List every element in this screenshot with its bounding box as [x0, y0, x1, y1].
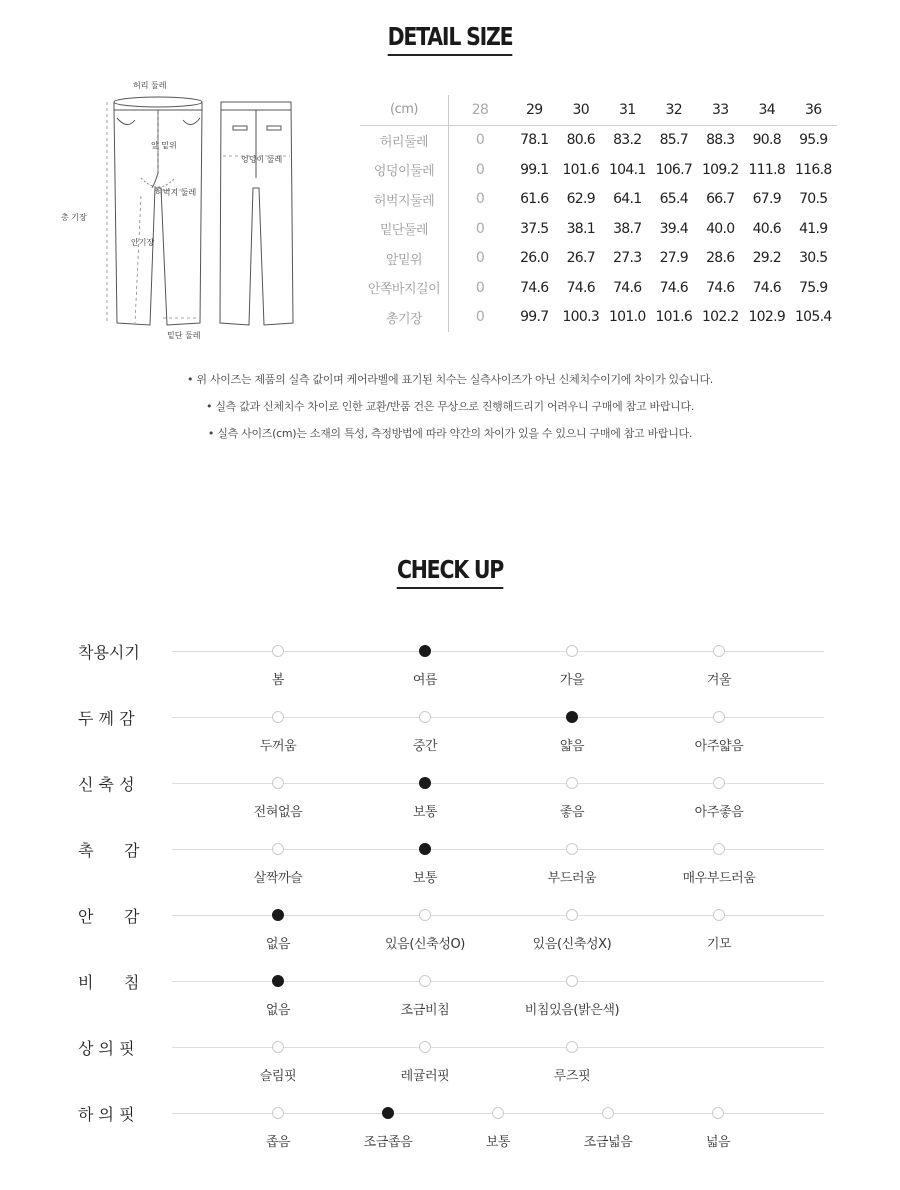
check-up-label: 상 의 핏	[78, 1039, 135, 1058]
size-cell: 74.6	[613, 279, 642, 296]
size-cell: 0	[475, 250, 485, 267]
size-row	[360, 155, 837, 185]
size-cell: 62.9	[566, 191, 595, 208]
note-3: • 실측 사이즈(cm)는 소재의 특성, 측정방법에 따라 약간의 차이가 있을 수 있으니 구매에 참고 바랍니다.	[207, 427, 693, 440]
size-cell: 78.1	[511, 125, 558, 155]
check-up-label: 안 감	[78, 907, 140, 926]
check-up-option: 레귤러핏	[400, 1069, 450, 1084]
check-up-option: 겨울	[706, 673, 732, 688]
check-up-option: 전혀없음	[253, 805, 303, 820]
size-cell: 88.3	[697, 125, 744, 155]
size-cell: 26.0	[520, 250, 549, 267]
option-dot	[272, 711, 284, 723]
size-row-label: 허벅지둘레	[360, 185, 449, 215]
option-dot	[566, 843, 578, 855]
size-header: 36	[805, 101, 822, 118]
check-up-option: 중간	[412, 739, 438, 754]
size-cell: 74.6	[566, 279, 595, 296]
size-cell: 28.6	[706, 250, 735, 267]
size-row	[360, 185, 837, 215]
size-row-label: 앞밑위	[360, 244, 449, 274]
size-header: 30	[572, 101, 589, 118]
size-cell: 64.1	[613, 191, 642, 208]
option-dot	[272, 843, 284, 855]
option-dot	[713, 777, 725, 789]
size-cell: 0	[475, 191, 485, 208]
size-row-label: 엉덩이둘레	[360, 155, 449, 185]
check-up-option: 보통	[412, 871, 438, 886]
option-dot	[272, 645, 284, 657]
size-cell: 26.7	[566, 250, 595, 267]
size-cell: 0	[475, 220, 485, 237]
check-up-option: 좋음	[559, 805, 585, 820]
size-cell: 102.2	[701, 309, 739, 326]
size-cell: 116.8	[794, 161, 832, 178]
label-inseam: 안기장	[131, 238, 155, 247]
check-up-label: 두 께 감	[78, 709, 135, 728]
size-cell: 27.3	[613, 250, 642, 267]
size-header: 32	[665, 101, 682, 118]
selected-dot	[272, 909, 284, 921]
check-up-option: 비침있음(밝은색)	[524, 1003, 620, 1018]
check-up-title	[81, 555, 819, 589]
size-header-row	[360, 95, 837, 125]
size-cell: 95.9	[790, 125, 837, 155]
check-up-track	[172, 783, 824, 784]
selected-dot	[419, 777, 431, 789]
size-cell: 74.6	[706, 279, 735, 296]
label-thigh: 허벅지 둘레	[155, 188, 197, 197]
size-row	[360, 125, 837, 155]
check-up-track	[172, 915, 824, 916]
size-cell: 39.4	[659, 220, 688, 237]
option-dot	[419, 909, 431, 921]
option-dot	[712, 1107, 724, 1119]
size-cell: 40.6	[752, 220, 781, 237]
size-cell: 85.7	[651, 125, 698, 155]
option-dot	[713, 645, 725, 657]
check-up-option: 가을	[559, 673, 585, 688]
check-up-track	[172, 651, 824, 652]
check-up-label: 비 침	[78, 973, 140, 992]
option-dot	[419, 975, 431, 987]
size-cell: 100.3	[562, 309, 600, 326]
size-cell: 102.9	[748, 309, 786, 326]
size-row	[360, 303, 837, 333]
check-up-label: 신 축 성	[78, 775, 135, 794]
option-dot	[602, 1107, 614, 1119]
check-up-option: 아주좋음	[694, 805, 744, 820]
size-cell: 74.6	[520, 279, 549, 296]
option-dot	[713, 909, 725, 921]
unit-header: (cm)	[360, 95, 449, 125]
size-cell: 0	[475, 279, 485, 296]
option-dot	[566, 1041, 578, 1053]
option-dot	[566, 645, 578, 657]
size-table	[360, 95, 837, 332]
size-header: 28	[471, 101, 489, 118]
check-up-track	[172, 717, 824, 718]
label-front-rise: 앞 밑위	[151, 141, 177, 150]
option-dot	[566, 777, 578, 789]
size-header: 33	[712, 101, 729, 118]
size-cell: 0	[449, 125, 512, 155]
size-cell: 70.5	[799, 191, 828, 208]
pants-outline-illustration	[55, 78, 355, 348]
size-cell: 80.6	[558, 125, 605, 155]
check-up-label: 착용시기	[78, 643, 140, 662]
label-hip: 엉덩이 둘레	[241, 155, 283, 164]
check-up-track	[172, 1047, 824, 1048]
size-header: 34	[758, 101, 775, 118]
size-cell: 40.0	[706, 220, 735, 237]
check-up-option: 없음	[265, 1003, 291, 1018]
size-cell: 83.2	[604, 125, 651, 155]
size-row-label: 총기장	[360, 303, 449, 333]
check-up-option: 살짝까슬	[253, 871, 303, 886]
check-up-option: 여름	[412, 673, 438, 688]
option-dot	[713, 711, 725, 723]
size-cell: 75.9	[799, 279, 828, 296]
size-cell: 74.6	[752, 279, 781, 296]
size-cell: 0	[475, 161, 485, 178]
check-up-option: 보통	[412, 805, 438, 820]
check-up-option: 아주얇음	[694, 739, 744, 754]
size-cell: 65.4	[659, 191, 688, 208]
check-up-option: 봄	[271, 673, 285, 688]
size-row	[360, 244, 837, 274]
size-cell: 67.9	[752, 191, 781, 208]
option-dot	[419, 1041, 431, 1053]
check-up-label: 하 의 핏	[78, 1105, 135, 1124]
size-row-label: 밑단둘레	[360, 214, 449, 244]
size-cell: 101.6	[562, 161, 600, 178]
selected-dot	[419, 645, 431, 657]
size-cell: 29.2	[752, 250, 781, 267]
size-cell: 41.9	[799, 220, 828, 237]
size-cell: 38.1	[566, 220, 595, 237]
check-up-label: 촉 감	[78, 841, 140, 860]
size-cell: 99.1	[520, 161, 549, 178]
check-up-option: 조금좁음	[363, 1135, 413, 1150]
check-up-option: 좁음	[265, 1135, 291, 1150]
note-2: • 실측 값과 신체치수 차이로 인한 교환/반품 건은 무상으로 진행해드리기 어려우니 구매에 참고 바랍니다.	[205, 400, 695, 413]
size-cell: 66.7	[706, 191, 735, 208]
check-up-option: 없음	[265, 937, 291, 952]
size-row	[360, 214, 837, 244]
selected-dot	[272, 975, 284, 987]
size-header: 29	[526, 101, 543, 118]
check-up-option: 조금넓음	[583, 1135, 633, 1150]
size-row-label: 허리둘레	[360, 125, 449, 155]
selected-dot	[419, 843, 431, 855]
size-row-label: 안쪽바지길이	[360, 273, 449, 303]
size-cell: 106.7	[655, 161, 693, 178]
size-cell: 0	[475, 309, 485, 326]
size-cell: 105.4	[794, 309, 832, 326]
option-dot	[566, 909, 578, 921]
selected-dot	[566, 711, 578, 723]
check-up-option: 보통	[485, 1135, 511, 1150]
option-dot	[419, 711, 431, 723]
check-up-option: 기모	[706, 937, 732, 952]
check-up-option: 있음(신축성O)	[385, 937, 465, 952]
size-cell: 37.5	[520, 220, 549, 237]
size-header: 31	[619, 101, 636, 118]
label-total-length: 총 기장	[61, 213, 87, 222]
option-dot	[272, 1107, 284, 1119]
option-dot	[713, 843, 725, 855]
size-cell: 74.6	[659, 279, 688, 296]
check-up-option: 부드러움	[547, 871, 597, 886]
option-dot	[492, 1107, 504, 1119]
size-cell: 109.2	[701, 161, 739, 178]
option-dot	[272, 1041, 284, 1053]
size-cell: 38.7	[613, 220, 642, 237]
size-cell: 27.9	[659, 250, 688, 267]
label-hem: 밑단 둘레	[167, 331, 201, 340]
check-up-option: 매우부드러움	[682, 871, 756, 886]
size-cell: 101.6	[655, 309, 693, 326]
size-cell: 61.6	[520, 191, 549, 208]
note-1: • 위 사이즈는 제품의 실측 값이며 케어라벨에 표기된 치수는 실측사이즈가 아닌 신체치수이기에 차이가 있습니다.	[187, 373, 713, 386]
size-cell: 104.1	[608, 161, 646, 178]
check-up-option: 슬림핏	[259, 1069, 297, 1084]
check-up-option: 조금비침	[400, 1003, 450, 1018]
check-up-option: 두꺼움	[259, 739, 297, 754]
size-cell: 101.0	[608, 309, 646, 326]
check-up-track	[172, 849, 824, 850]
option-dot	[272, 777, 284, 789]
check-up-option: 루즈핏	[553, 1069, 591, 1084]
pants-measurement-diagram	[55, 78, 355, 348]
size-cell: 111.8	[748, 161, 786, 178]
size-row	[360, 273, 837, 303]
detail-size-title-text: DETAIL SIZE	[388, 22, 513, 56]
size-cell: 30.5	[799, 250, 828, 267]
size-cell: 99.7	[520, 309, 549, 326]
detail-size-title	[81, 22, 819, 56]
size-cell: 90.8	[744, 125, 791, 155]
label-waist: 허리 둘레	[133, 81, 167, 90]
selected-dot	[382, 1107, 394, 1119]
check-up-title-text: CHECK UP	[397, 555, 503, 589]
option-dot	[566, 975, 578, 987]
check-up-track	[172, 981, 824, 982]
check-up-option: 있음(신축성X)	[532, 937, 612, 952]
check-up-option: 얇음	[559, 739, 585, 754]
check-up-option: 넓음	[705, 1135, 731, 1150]
